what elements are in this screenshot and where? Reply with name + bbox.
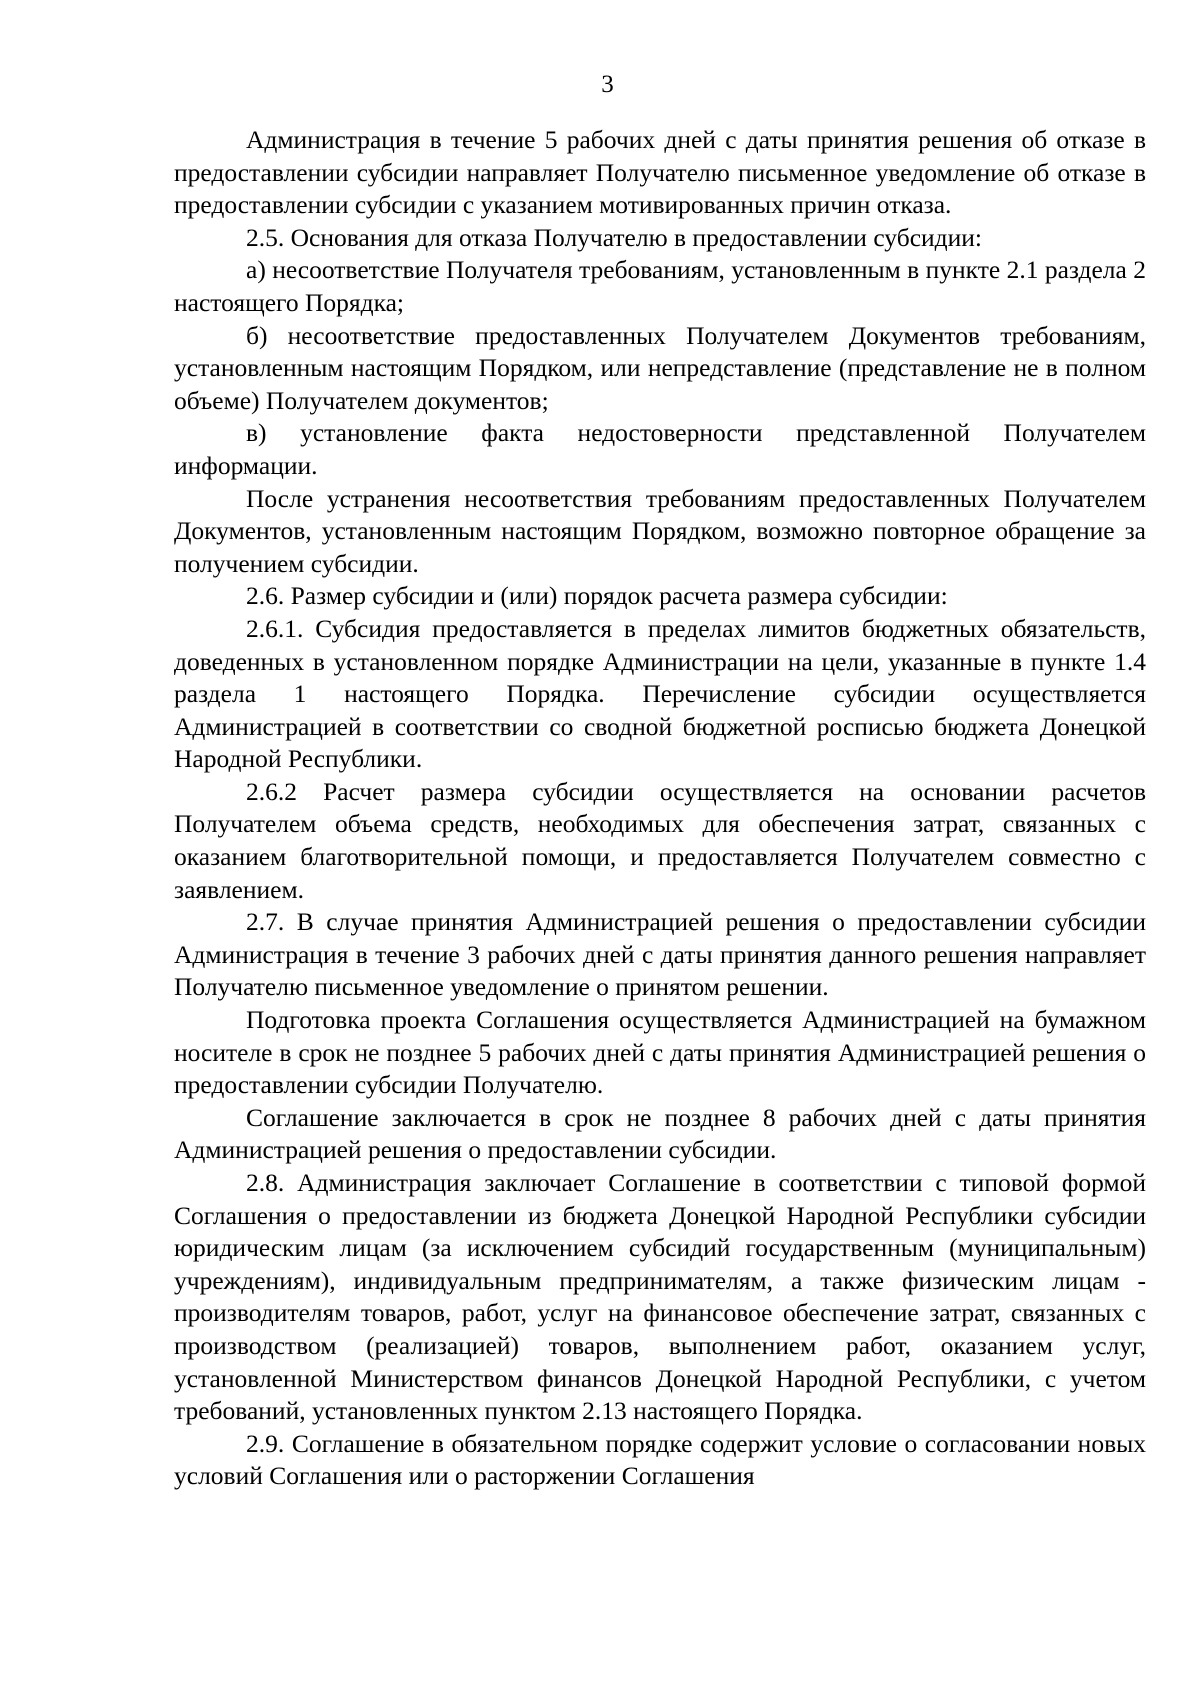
paragraph-agreement-draft: Подготовка проекта Соглашения осуществляется Администрацией на бумажном носителе в срок не позднее 5 рабочих дней с даты принятия Администрацией решения о предоставлении субсидии Получателю. bbox=[174, 1005, 1146, 1100]
paragraph-2-9: 2.9. Соглашение в обязательном порядке содержит условие о согласовании новых условий Соглашения или о расторжении Соглашения bbox=[174, 1428, 1146, 1491]
document-body bbox=[174, 124, 1146, 1493]
paragraph-2-8: 2.8. Администрация заключает Соглашение в соответствии с типовой формой Соглашения о предоставлении из бюджета Донецкой Народной Республики субсидии юридическим лицам (за исключением субсидий государственным (муниципальным) учреждениям), индивидуальным предпринимателям, а также физическим лицам - производителям товаров, работ, услуг на финансовое обеспечение затрат, связанных с производством (реализацией) товаров, выполнением работ, оказанием услуг, установленной Министерством финансов Донецкой Народной Республики, с учетом требований, установленных пунктом 2.13 настоящего Порядка. bbox=[174, 1168, 1146, 1426]
paragraph-2-6-2: 2.6.2 Расчет размера субсидии осуществляется на основании расчетов Получателем объема средств, необходимых для обеспечения затрат, связанных с оказанием благотворительной помощи, и предоставляется Получателем совместно с заявлением. bbox=[174, 776, 1146, 904]
paragraph-2-5-b: б) несоответствие предоставленных Получателем Документов требованиям, установленным настоящим Порядком, или непредставление (представление не в полном объеме) Получателем документов; bbox=[174, 320, 1146, 415]
paragraph-2-5-v: в) установление факта недостоверности представленной Получателем информации. bbox=[174, 418, 1146, 480]
page-number: 3 bbox=[601, 71, 614, 98]
paragraph-agreement-conclusion: Соглашение заключается в срок не позднее 8 рабочих дней с даты принятия Администрацией решения о предоставлении субсидии. bbox=[174, 1102, 1146, 1165]
paragraph-refusal-notice: Администрация в течение 5 рабочих дней с даты принятия решения об отказе в предоставлении субсидии направляет Получателю письменное уведомление об отказе в предоставлении субсидии с указанием мотивированных причин отказа. bbox=[174, 125, 1146, 220]
paragraph-2-6-heading: 2.6. Размер субсидии и (или) порядок расчета размера субсидии: bbox=[246, 581, 948, 611]
paragraph-2-5-a: а) несоответствие Получателя требованиям, установленным в пункте 2.1 раздела 2 настоящего Порядка; bbox=[174, 255, 1146, 317]
paragraph-reapplication: После устранения несоответствия требованиям предоставленных Получателем Документов, установленным настоящим Порядком, возможно повторное обращение за получением субсидии. bbox=[174, 483, 1146, 578]
paragraph-2-5-heading: 2.5. Основания для отказа Получателю в предоставлении субсидии: bbox=[246, 222, 983, 252]
paragraph-2-7: 2.7. В случае принятия Администрацией решения о предоставлении субсидии Администрация в течение 3 рабочих дней с даты принятия данного решения направляет Получателю письменное уведомление о принятом решении. bbox=[174, 907, 1146, 1002]
paragraph-2-6-1: 2.6.1. Субсидия предоставляется в пределах лимитов бюджетных обязательств, доведенных в установленном порядке Администрации на цели, указанные в пункте 1.4 раздела 1 настоящего Порядка. Перечисление субсидии осуществляется Администрацией в соответствии со сводной бюджетной росписью бюджета Донецкой Народной Республики. bbox=[174, 613, 1146, 774]
